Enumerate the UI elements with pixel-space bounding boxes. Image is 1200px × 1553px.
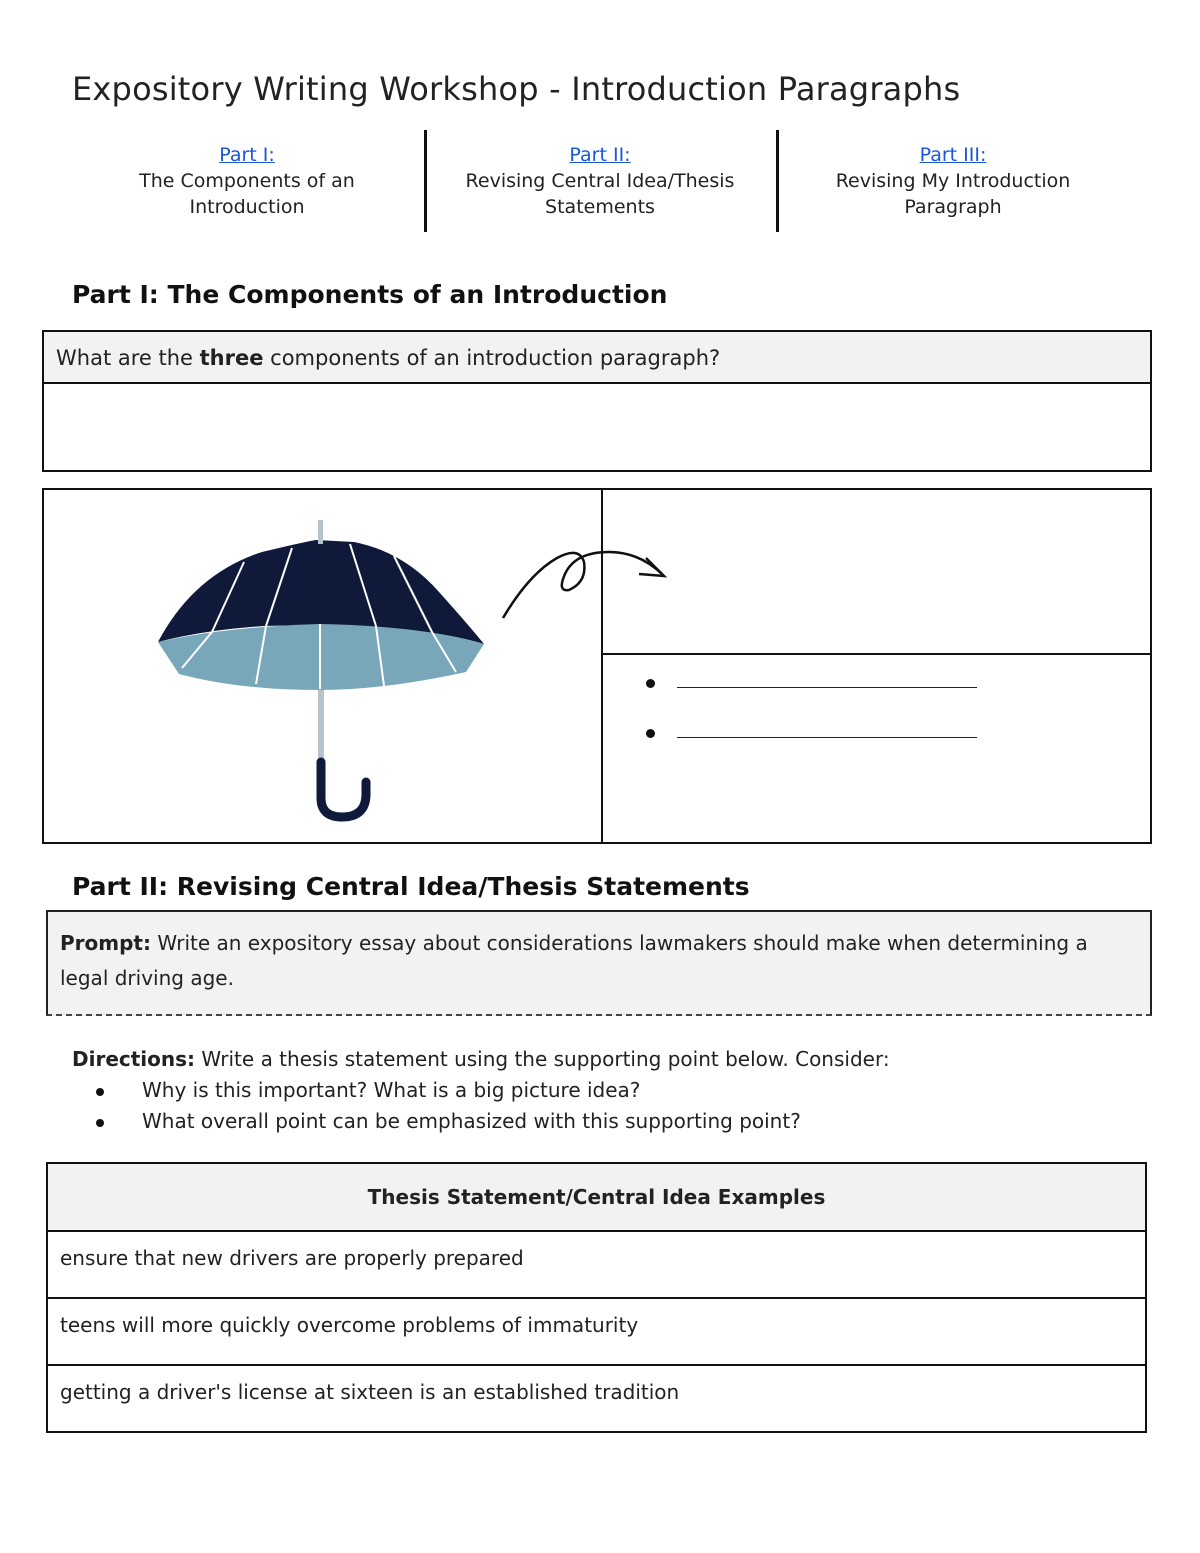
nav-divider [424, 130, 427, 232]
components-question-box [42, 330, 1152, 472]
table-row: getting a driver's license at sixteen is an established tradition [47, 1365, 1146, 1432]
curly-arrow-icon [499, 544, 669, 624]
directions [72, 1044, 890, 1137]
thesis-answer-area[interactable] [603, 490, 1150, 653]
nav-desc-part-2: Revising Central Idea/Thesis Statements [465, 170, 735, 218]
supporting-point-line-2[interactable] [646, 720, 977, 744]
thesis-examples-table [46, 1162, 1147, 1433]
directions-label: Directions: [72, 1047, 196, 1071]
part2-heading: Part II: Revising Central Idea/Thesis Statements [72, 872, 750, 901]
components-question: What are the three components of an introduction paragraph? [44, 332, 1150, 384]
components-answer-area[interactable] [44, 384, 1150, 470]
prompt-text: Write an expository essay about considerations lawmakers should make when determining a legal driving age. [60, 931, 1088, 990]
nav-desc-part-3: Revising My Introduction Paragraph [835, 170, 1071, 218]
nav-desc-part-1: The Components of an Introduction [139, 170, 355, 218]
part1-heading: Part I: The Components of an Introduction [72, 280, 668, 309]
bullet-icon [646, 679, 655, 688]
nav-part-2[interactable] [435, 142, 765, 220]
blank-answer-line [677, 729, 977, 738]
nav-divider [776, 130, 779, 232]
directions-text: Write a thesis statement using the supporting point below. Consider: [195, 1047, 890, 1071]
blank-answer-line [677, 679, 977, 688]
nav-link-part-3[interactable]: Part III: [919, 144, 987, 166]
nav-link-part-2[interactable]: Part II: [569, 144, 631, 166]
supporting-point-line-1[interactable] [646, 670, 977, 694]
table-row: teens will more quickly overcome problems of immaturity [47, 1298, 1146, 1365]
nav-link-part-1[interactable]: Part I: [219, 144, 275, 166]
nav-part-3[interactable] [788, 142, 1118, 220]
bullet-icon [646, 729, 655, 738]
nav-part-1[interactable] [82, 142, 412, 220]
directions-item: Why is this important? What is a big picture idea? [124, 1075, 890, 1106]
table-row: ensure that new drivers are properly prepared [47, 1231, 1146, 1298]
directions-item: What overall point can be emphasized with this supporting point? [124, 1106, 890, 1137]
prompt-label: Prompt: [60, 931, 151, 955]
prompt-box [46, 910, 1152, 1016]
diagram-divider [603, 653, 1150, 655]
page-title: Expository Writing Workshop - Introduction Paragraphs [72, 70, 961, 108]
directions-list [72, 1075, 890, 1137]
table-header: Thesis Statement/Central Idea Examples [47, 1163, 1146, 1231]
umbrella-diagram-box [42, 488, 1152, 844]
